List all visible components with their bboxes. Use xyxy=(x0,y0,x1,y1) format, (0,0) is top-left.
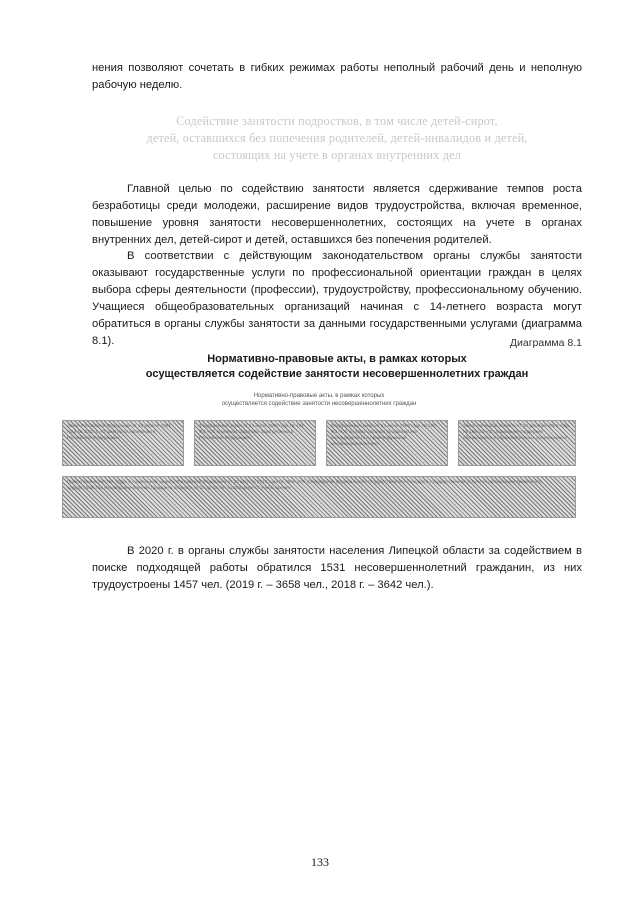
diagram-title-line-2: осуществляется содействие занятости несовершеннолетних граждан xyxy=(145,368,529,380)
page-number: 133 xyxy=(311,855,329,869)
section-heading-line-3: состоящих на учете в органах внутренних дел xyxy=(212,148,462,162)
diagram-inner-title-line-2: осуществляется содействие занятости несовершеннолетних граждан xyxy=(221,401,417,407)
paragraph-main-goal: Главной целью по содействию занятости является сдерживание темпов роста безработицы среди молодежи, расширение видов трудоустройства, включая временное, повышение уровня занятости несовершеннолетних, состоящих на учете в органах внутренних дел, детей-сирот и детей, оставшихся без попечения родителей. xyxy=(92,183,582,246)
paragraph-continuation: нения позволяют сочетать в гибких режимах работы неполный рабочий день и неполную рабочую неделю. xyxy=(92,62,582,91)
diagram-box-wide-text: Приказ Министерства труда и социальной защиты Российской Федерации от 23 августа 2013 года № 380н «Об утверждении федерального государственного стандарта государственной услуги по организации временного трудоустройства несовершеннолетних граждан в возрасте от 14 до 18 лет в свободное от учебы время» xyxy=(67,479,542,490)
diagram-box-1 xyxy=(62,420,184,466)
diagram-figure xyxy=(60,390,578,525)
section-heading xyxy=(92,113,582,164)
diagram-box-1-text: Закон Российской Федерации от 19 апреля 1991 года № 1032-1 «О занятости населения в Российской Федерации» xyxy=(67,423,171,440)
diagram-box-2-text: Федеральный закон от 24 июля 1998 года № 124-ФЗ «Об основных гарантиях прав ребенка в Российской Федерации» xyxy=(199,423,306,440)
paragraph-legislation: В соответствии с действующим законодательством органы службы занятости оказывают государственные услуги по профессиональной ориентации граждан в целях выбора сферы деятельности (профессии), трудоустройству, профессиональному обучению. Учащиеся общеобразовательных организаций начиная с 14-летнего возраста могут обратиться в органы службы занятости за данными государственными услугами (диаграмма 8.1). xyxy=(92,250,582,347)
diagram-inner-title-line-1: Нормативно-правовые акты, в рамках которых xyxy=(253,393,385,399)
diagram-box-2 xyxy=(194,420,316,466)
paragraph-statistics-2020: В 2020 г. в органы службы занятости населения Липецкой области за содействием в поиске подходящей работы обратился 1531 несовершеннолетний гражданин, из них трудоустроены 1457 чел. (2019 г. – 3658 чел., 2018 г. – 3642 чел.). xyxy=(92,545,582,591)
diagram-title xyxy=(92,352,582,382)
diagram-box-4-text: Закон Липецкой области от 30 декабря 2004 года № 166-ОЗ «О социальной поддержке обучающихся в образовательных организациях» xyxy=(463,423,569,440)
section-heading-line-1: Содействие занятости подростков, в том числе детей-сирот, xyxy=(176,114,498,128)
diagram-inner-title xyxy=(60,392,578,408)
diagram-box-4 xyxy=(458,420,576,466)
diagram-box-3 xyxy=(326,420,448,466)
diagram-label: Диаграмма 8.1 xyxy=(509,337,582,349)
section-heading-line-2: детей, оставшихся без попечения родителей, детей-инвалидов и детей, xyxy=(146,131,528,145)
diagram-box-wide xyxy=(62,476,576,518)
diagram-title-line-1: Нормативно-правовые акты, в рамках которых xyxy=(207,353,467,365)
diagram-box-3-text: Федеральный закон от 24 июня 1999 года № 120-ФЗ «Об основах системы профилактики безнадзорности и правонарушений несовершеннолетних» xyxy=(331,423,438,446)
